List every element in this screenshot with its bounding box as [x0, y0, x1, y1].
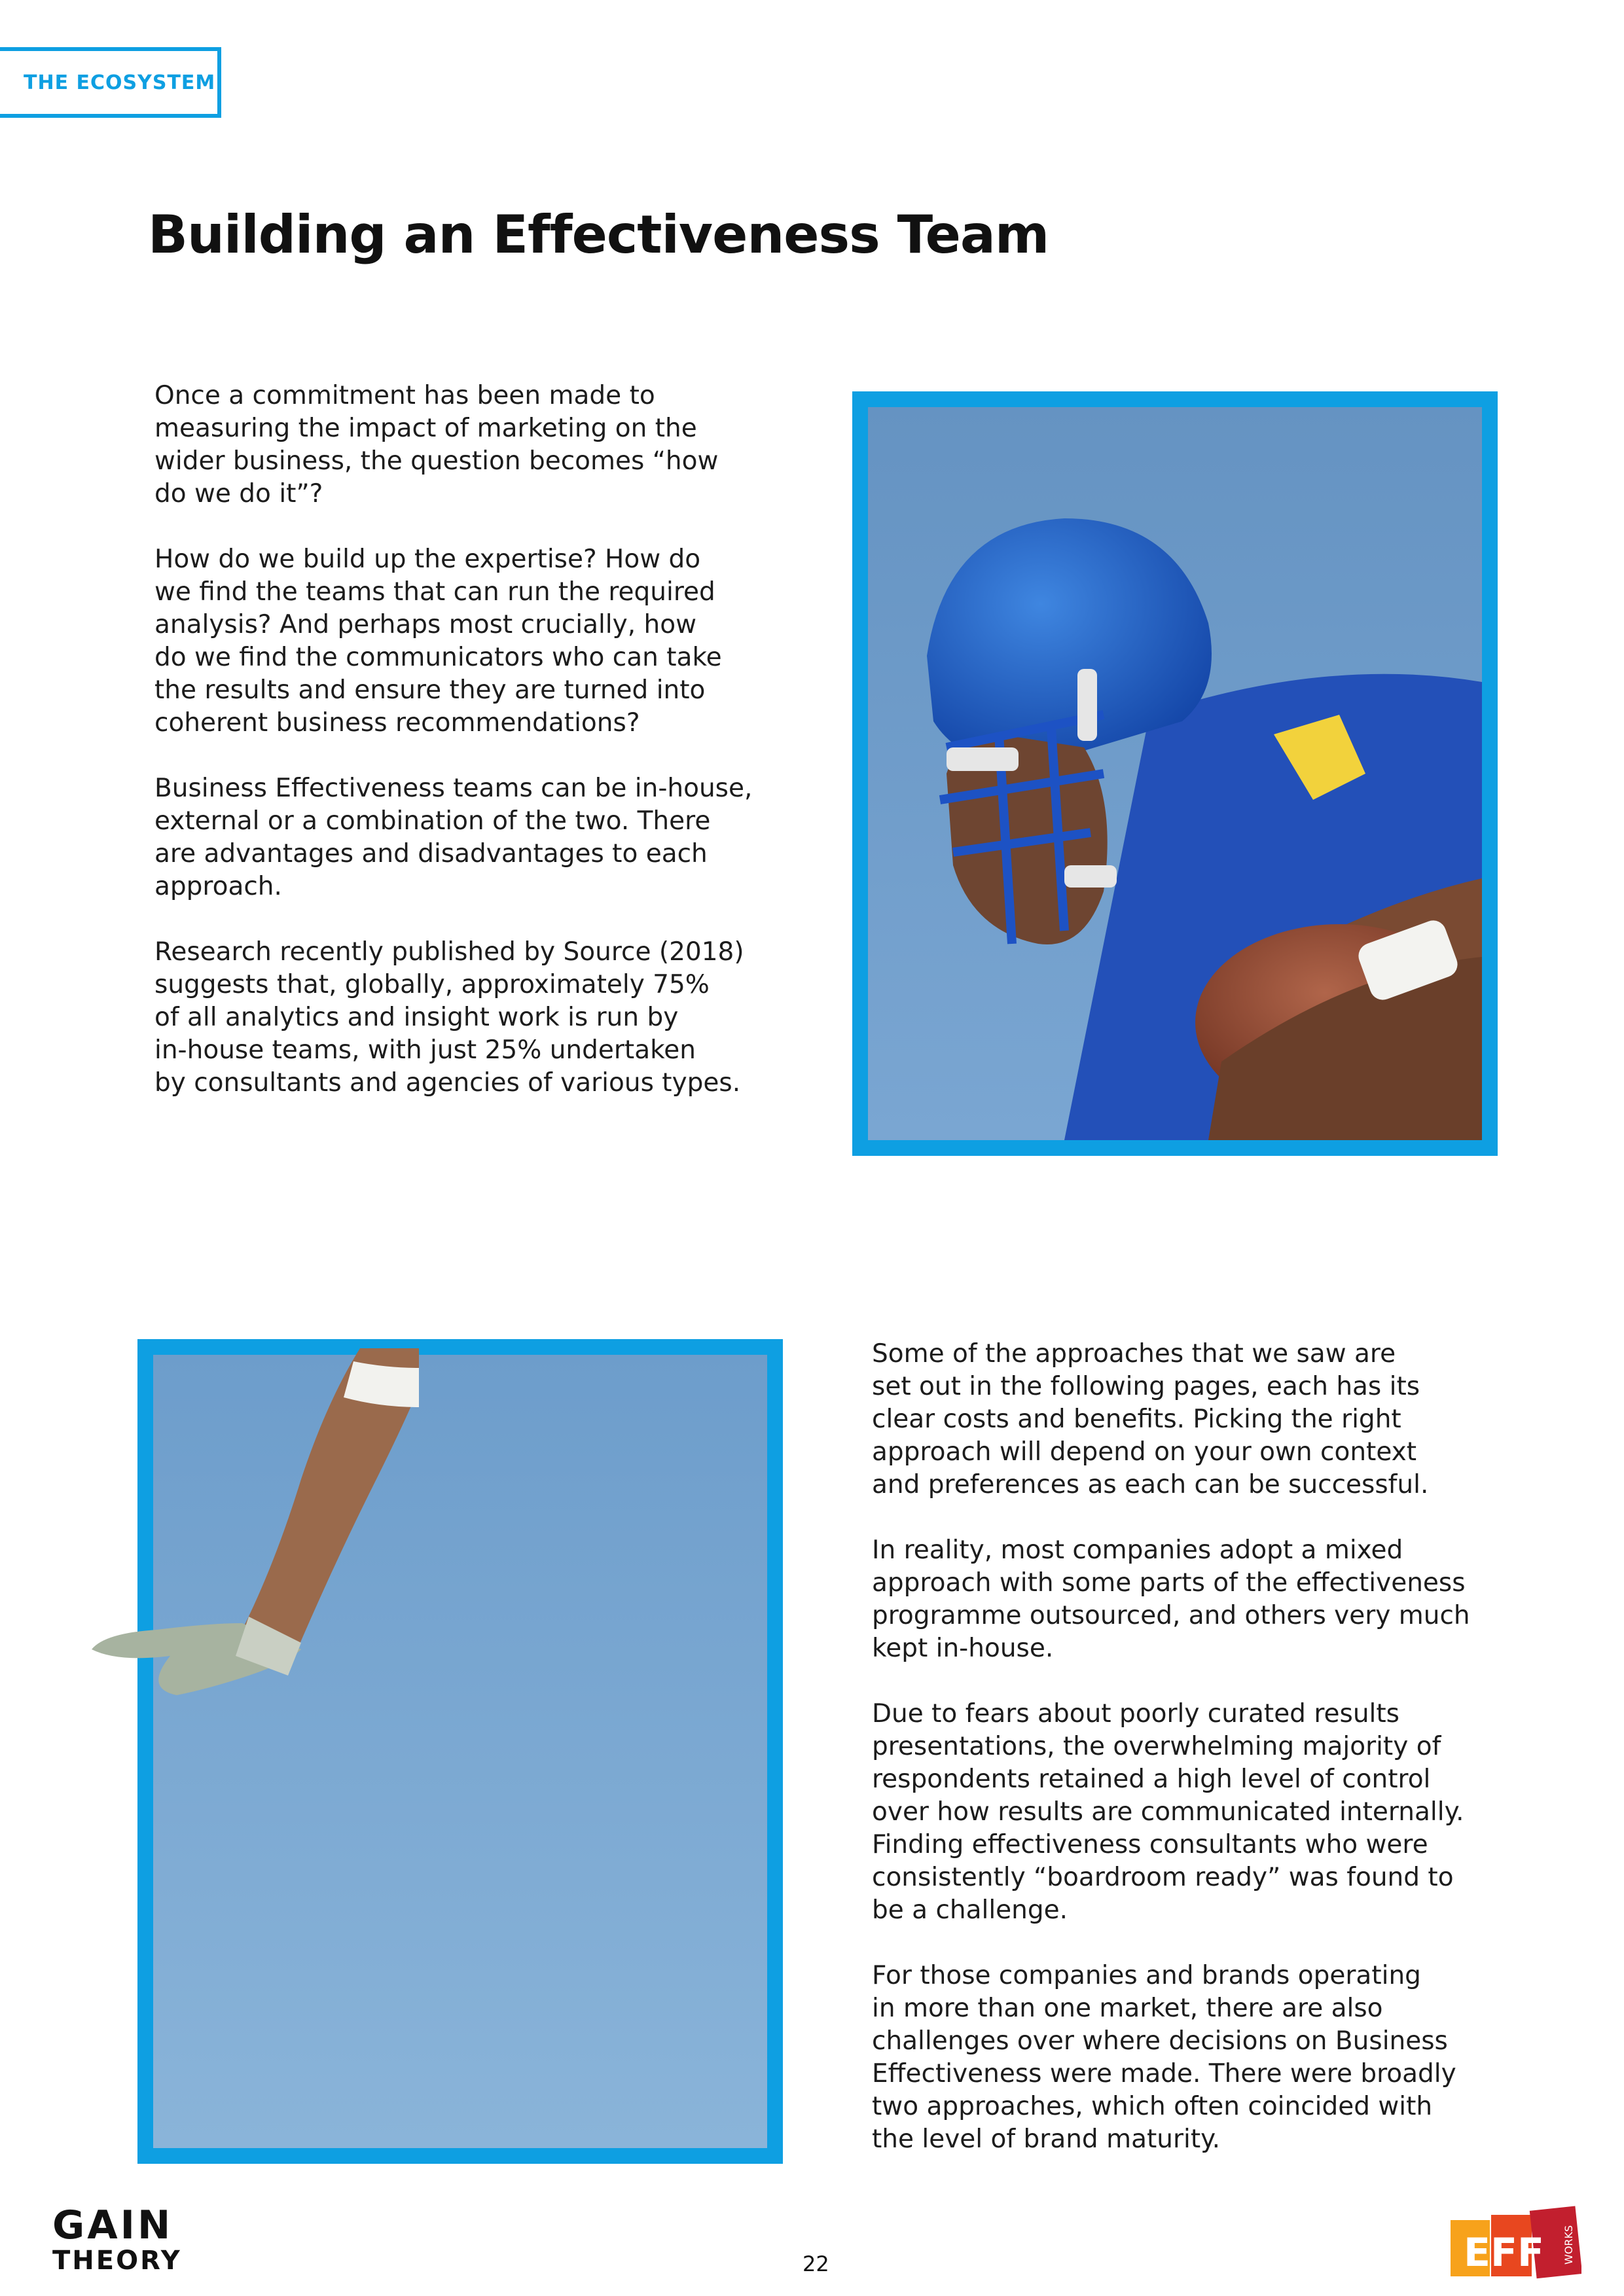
effworks-logo: [1451, 2206, 1581, 2279]
page-number: 22: [803, 2251, 829, 2276]
paragraph: Once a commitment has been made to measuring the impact of marketing on the wider business, the question becomes “how do we do it”?: [154, 381, 719, 509]
paragraph: Due to fears about poorly curated results presentations, the overwhelming majority of respondents retained a high level of control over how results are communicated internally. Finding effectiveness consultants who were consistently “boardroom ready” was found to be a challenge.: [872, 1699, 1464, 1925]
left-text-column: [154, 380, 776, 1100]
gain-theory-logo: [52, 2202, 182, 2276]
page-title: Building an Effectiveness Team: [148, 204, 1049, 265]
paragraph: Research recently published by Source (2018) suggests that, globally, approximately 75% of all analytics and insight work is run by in-house teams, with just 25% undertaken by consultants and agencies of various types.: [154, 937, 744, 1098]
logo-line-2: THEORY: [52, 2246, 182, 2276]
logo-subtext: WORKS: [1562, 2225, 1575, 2265]
football-player-photo: [852, 391, 1498, 1156]
paragraph: Some of the approaches that we saw are set out in the following pages, each has its clear costs and benefits. Picking the right approach will depend on your own context and preferences as each can be successful.: [872, 1339, 1429, 1499]
paragraph: In reality, most companies adopt a mixed approach with some parts of the effectiveness programme outsourced, and others very much kept in-house.: [872, 1535, 1470, 1663]
paragraph: For those companies and brands operating in more than one market, there are also challenges over where decisions on Business Effectiveness were made. There were broadly two approaches, which often coincided with the level of brand maturity.: [872, 1961, 1456, 2154]
paragraph: How do we build up the expertise? How do we find the teams that can run the required analysis? And perhaps most crucially, how do we find the communicators who can take the results and ensure they are turned into coherent business recommendations?: [154, 545, 722, 738]
reaching-arm-illustration: [79, 1348, 419, 1806]
paragraph: Business Effectiveness teams can be in-house, external or a combination of the two. There are advantages and disadvantages to each approach.: [154, 774, 753, 901]
section-tag-label: THE ECOSYSTEM: [24, 71, 216, 94]
logo-line-1: GAIN: [52, 2202, 173, 2248]
logo-text: EFF: [1464, 2230, 1544, 2276]
football-player-illustration: [868, 407, 1482, 1140]
right-text-column: [872, 1338, 1500, 2156]
section-tag: [0, 47, 221, 118]
